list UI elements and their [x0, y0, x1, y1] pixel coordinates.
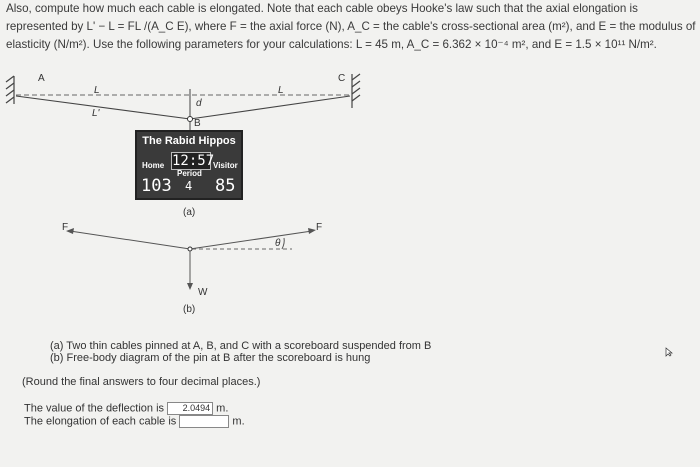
- right-wall: [352, 74, 360, 108]
- period-label: Period: [177, 169, 202, 178]
- scoreboard-title: The Rabid Hippos: [142, 135, 236, 147]
- elongation-input[interactable]: [179, 415, 229, 428]
- label-W: W: [198, 287, 208, 298]
- label-F-right: F: [316, 222, 323, 233]
- label-L-left: L: [94, 85, 100, 96]
- label-L-right: L: [278, 85, 284, 96]
- cable-BC: [190, 96, 350, 119]
- problem-line-3: elasticity (N/m²). Use the following parameters for your calculations: L = 45 m, A_C = 6.362 × 10⁻⁴ m², and E = 1.5 × 10¹¹ N/m².: [6, 38, 657, 51]
- deflection-unit: m.: [216, 402, 229, 415]
- fbd-right-force-line: [190, 231, 312, 249]
- visitor-label: Visitor: [213, 161, 238, 170]
- fbd-weight-arrowhead: [187, 283, 193, 290]
- label-F-left: F: [62, 222, 69, 233]
- deflection-label: The value of the deflection is: [24, 402, 165, 415]
- scoreboard: [135, 130, 243, 200]
- visitor-score: 85: [215, 176, 236, 196]
- label-A: A: [38, 73, 45, 84]
- problem-line-1: Also, compute how much each cable is elongated. Note that each cable obeys Hooke's law such that the axial elongation is: [6, 2, 638, 15]
- home-score: 103: [141, 176, 172, 196]
- rounding-instruction: (Round the final answers to four decimal places.): [22, 376, 261, 388]
- mouse-cursor-icon: [665, 347, 675, 357]
- caption-a: (a) Two thin cables pinned at A, B, and C with a scoreboard suspended from B: [50, 340, 432, 352]
- elongation-unit: m.: [232, 415, 245, 428]
- deflection-input[interactable]: 2.0494: [167, 402, 213, 415]
- theta-arc: [282, 238, 284, 249]
- fbd-pin: [188, 247, 192, 251]
- caption-b: (b) Free-body diagram of the pin at B after the scoreboard is hung: [50, 352, 371, 364]
- figure-captions: [50, 340, 431, 364]
- scoreboard-clock: 12:57: [172, 153, 215, 169]
- fbd-right-arrowhead: [308, 228, 316, 234]
- label-d: d: [196, 98, 202, 109]
- label-L-prime: L': [92, 108, 100, 119]
- pin-B: [188, 117, 193, 122]
- deflection-answer-row: [24, 402, 228, 415]
- home-label: Home: [142, 161, 165, 170]
- left-wall: [6, 76, 14, 104]
- label-C: C: [338, 73, 346, 84]
- label-theta: θ: [275, 238, 281, 249]
- elongation-answer-row: [24, 415, 245, 428]
- label-b: (b): [183, 304, 196, 315]
- fbd-left-force-line: [70, 231, 190, 249]
- cable-AB: [16, 96, 190, 119]
- period-value: 4: [185, 179, 193, 193]
- elongation-label: The elongation of each cable is: [24, 415, 177, 428]
- problem-line-2: represented by L' − L = FL /(A_C E), where F = the axial force (N), A_C = the cable's cross-sectional area (m²), and E = the modulus of: [6, 20, 696, 33]
- label-B: B: [194, 118, 201, 129]
- label-a: (a): [183, 207, 196, 218]
